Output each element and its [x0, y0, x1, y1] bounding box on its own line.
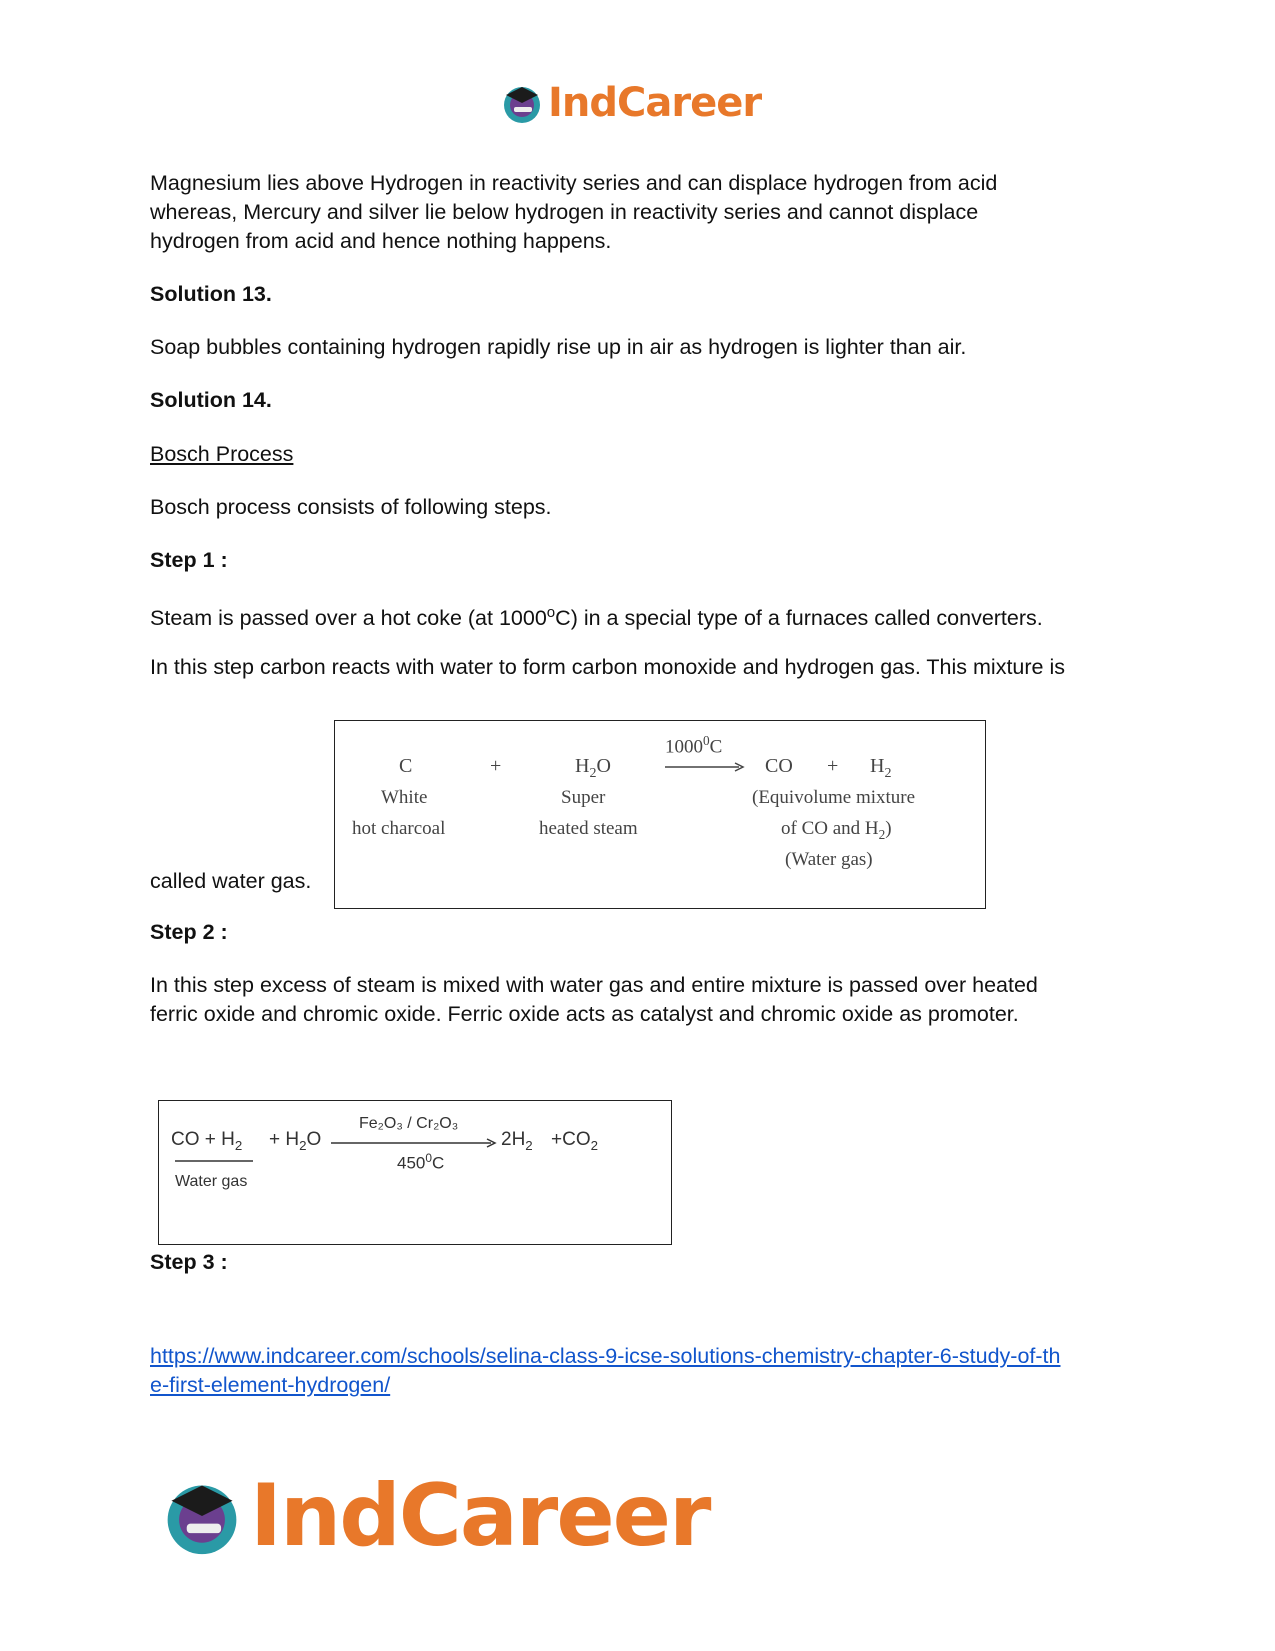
eq2-catalyst: Fe₂O₃ / Cr₂O₃ [359, 1115, 459, 1132]
eq1-condition: 1000$^0$C [665, 733, 723, 758]
eq2-temperature: $450^0C$ [397, 1151, 445, 1173]
eq1-h2: $H_2$ [870, 755, 892, 781]
eq2-reaction-arrow [331, 1137, 497, 1149]
solution-13-heading: Solution 13. [150, 282, 272, 306]
eq1-co: CO [765, 755, 793, 777]
eq1-super-label: Super [561, 787, 606, 808]
graduation-globe-icon [500, 81, 544, 125]
eq1-white-label: White [381, 787, 428, 808]
eq1-heated-steam-label: heated steam [539, 818, 638, 839]
solution-14-heading: Solution 14. [150, 388, 272, 412]
graduation-globe-icon [160, 1474, 244, 1558]
hydrogen-production-equation-figure [158, 1100, 672, 1245]
eq2-water-gas-underline [175, 1159, 255, 1163]
header-logo [500, 78, 761, 128]
brand-name: IndCareer [250, 1465, 710, 1566]
eq2-plus-h2o: + $H_2O$ [269, 1129, 322, 1153]
solution-13-text: Soap bubbles containing hydrogen rapidly rise up in air as hydrogen is lighter than air. [150, 335, 967, 359]
source-link-line-2[interactable]: e-first-element-hydrogen/ [150, 1373, 391, 1397]
step-1-text: Steam is passed over a hot coke (at 1000$^o$C) in a special type of a furnaces called converters. [150, 604, 1043, 631]
eq1-of-co-label: of CO and $H_2$) [781, 818, 892, 842]
eq2-water-gas-label: Water gas [175, 1173, 248, 1190]
intro-line-2: whereas, Mercury and silver lie below hydrogen in reactivity series and cannot displace [150, 200, 979, 224]
step-2-heading: Step 2 : [150, 920, 228, 944]
eq1-carbon: C [399, 755, 413, 777]
source-link-line-1[interactable]: https://www.indcareer.com/schools/selina-class-9-icse-solutions-chemistry-chapter-6-study-of-th [150, 1344, 1061, 1368]
eq1-plus-1: + [490, 755, 502, 777]
bosch-intro: Bosch process consists of following steps. [150, 495, 552, 519]
brand-name: IndCareer [548, 80, 762, 126]
eq2-rhs-co2: $+CO_2$ [551, 1129, 599, 1153]
step-3-heading: Step 3 : [150, 1250, 228, 1274]
step-2-line-1: In this step excess of steam is mixed with water gas and entire mixture is passed over heated [150, 973, 1038, 997]
eq1-plus-2: + [827, 755, 839, 777]
water-gas-equation-figure [334, 720, 986, 909]
intro-line-1: Magnesium lies above Hydrogen in reactivity series and can displace hydrogen from acid [150, 171, 998, 195]
step-1-heading: Step 1 : [150, 548, 228, 572]
bosch-process-heading: Bosch Process [150, 442, 294, 466]
intro-line-3: hydrogen from acid and hence nothing happens. [150, 229, 612, 253]
footer-logo [160, 1465, 710, 1566]
step-2-line-2: ferric oxide and chromic oxide. Ferric oxide acts as catalyst and chromic oxide as promoter. [150, 1002, 1019, 1026]
eq2-lhs: CO + $H_2$ [171, 1129, 243, 1153]
eq1-hot-charcoal-label: hot charcoal [352, 818, 446, 839]
step-1-text-3: called water gas. [150, 869, 312, 893]
eq1-water-gas-label: (Water gas) [785, 849, 873, 870]
eq1-h2o: $H_2O$ [575, 755, 611, 781]
eq1-equivolume-label: (Equivolume mixture [752, 787, 916, 808]
eq2-rhs-h2: $2H_2$ [501, 1129, 533, 1153]
eq1-reaction-arrow [665, 761, 745, 773]
step-1-text-2: In this step carbon reacts with water to form carbon monoxide and hydrogen gas. This mixture is [150, 655, 1065, 679]
